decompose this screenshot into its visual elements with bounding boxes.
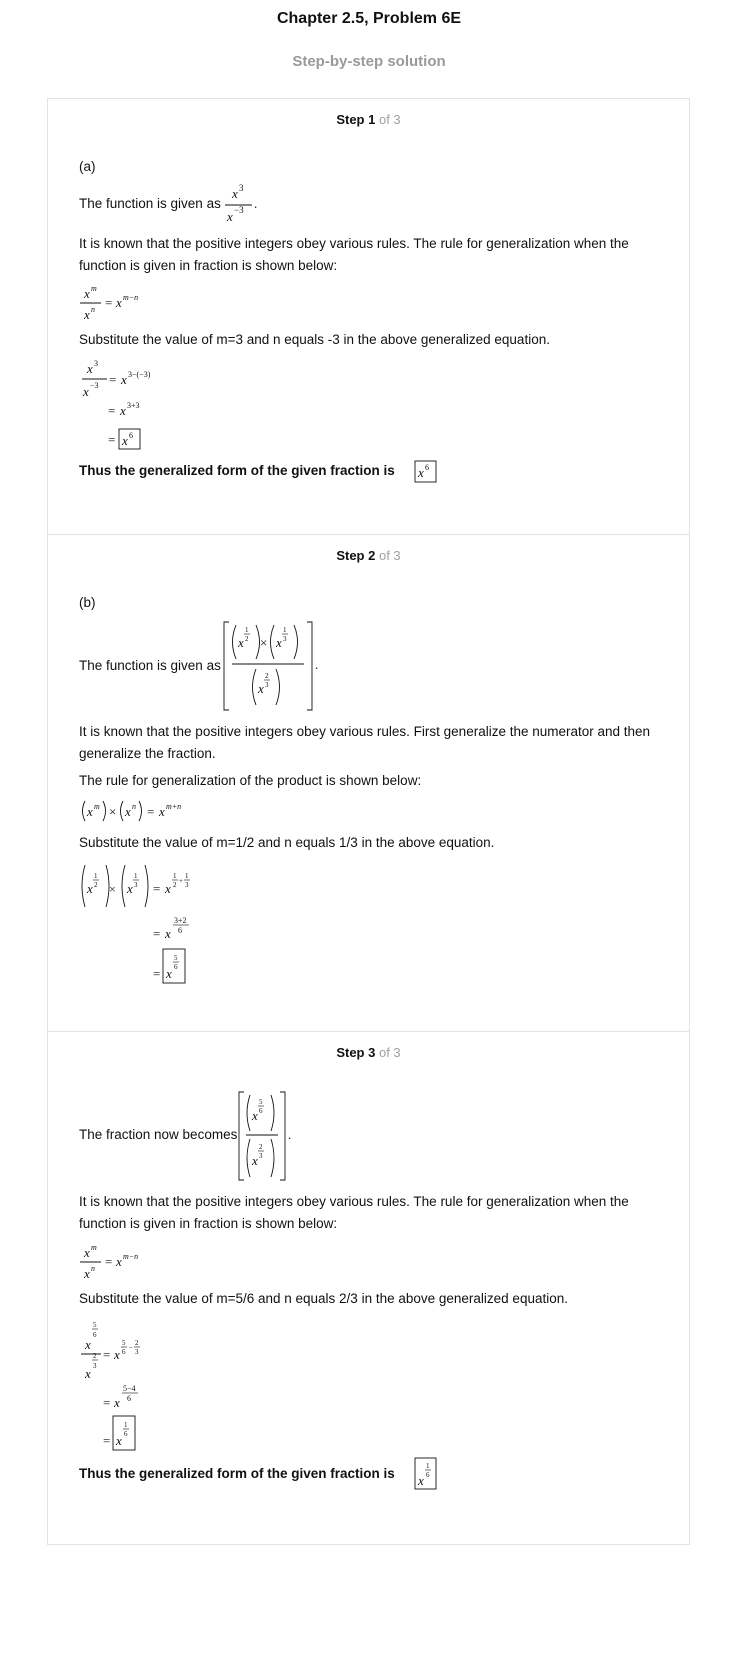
svg-text:6: 6: [122, 1348, 126, 1356]
step-1-derivation: [79, 357, 199, 461]
svg-text:=: =: [108, 403, 116, 418]
step-1-part: (a): [79, 159, 96, 174]
svg-text:m: m: [94, 802, 100, 811]
svg-text:×: ×: [260, 635, 268, 650]
svg-text:1: 1: [94, 872, 98, 880]
svg-text:=: =: [109, 372, 117, 387]
svg-text:x: x: [116, 1433, 122, 1448]
svg-text:6: 6: [129, 431, 133, 440]
svg-text:x: x: [165, 926, 171, 941]
step-1-conclusion: Thus the generalized form of the given fraction is: [79, 463, 395, 478]
svg-text:2: 2: [94, 881, 98, 889]
svg-text:=: =: [153, 966, 161, 981]
step-2-header: [48, 548, 689, 563]
svg-text:3: 3: [259, 1152, 263, 1160]
svg-text:=: =: [105, 295, 113, 310]
step-2-of: of 3: [378, 548, 401, 563]
svg-text:x: x: [84, 1266, 90, 1281]
step-3-label: Step 3: [336, 1045, 376, 1060]
svg-text:x: x: [125, 804, 131, 819]
svg-text:2: 2: [135, 1339, 139, 1347]
step-3-rule-text: It is known that the positive integers obey various rules. The rule for generalization when the function is given in fraction is shown below:: [79, 1194, 629, 1231]
step-1-subst-text: Substitute the value of m=3 and n equals -3 in the above generalized equation.: [79, 332, 550, 347]
svg-text:5: 5: [93, 1321, 97, 1329]
svg-text:1: 1: [185, 872, 189, 880]
svg-text:n: n: [91, 305, 95, 314]
svg-text:6: 6: [127, 1394, 131, 1403]
svg-text:3: 3: [185, 881, 189, 889]
svg-text:3: 3: [94, 359, 98, 368]
svg-text:6: 6: [124, 1430, 128, 1438]
svg-text:=: =: [103, 1347, 111, 1362]
svg-text:5: 5: [174, 954, 178, 962]
svg-text:.: .: [315, 657, 319, 672]
step-3-subst-text: Substitute the value of m=5/6 and n equals 2/3 in the above generalized equation.: [79, 1291, 568, 1306]
svg-text:x: x: [165, 881, 171, 896]
svg-text:=: =: [147, 804, 155, 819]
svg-text:x: x: [116, 295, 122, 310]
svg-text:n: n: [91, 1264, 95, 1273]
svg-text:=: =: [103, 1433, 111, 1448]
svg-text:x: x: [85, 1337, 91, 1352]
svg-text:2: 2: [259, 1143, 263, 1151]
svg-text:2: 2: [173, 881, 177, 889]
svg-text:3: 3: [239, 183, 244, 193]
svg-text:x: x: [114, 1347, 120, 1362]
step-2-card: [47, 534, 690, 1033]
svg-text:5: 5: [122, 1339, 126, 1347]
step-2-intro: The function is given as: [79, 658, 221, 673]
svg-text:m−n: m−n: [123, 293, 139, 302]
step-2-derivation: [79, 861, 239, 989]
step-1-of: of 3: [378, 112, 401, 127]
svg-text:1: 1: [283, 626, 287, 634]
step-3-quotient-rule: [79, 1242, 159, 1288]
step-1-card: [47, 98, 690, 536]
svg-text:x: x: [84, 307, 90, 322]
svg-text:1: 1: [245, 626, 249, 634]
svg-text:x: x: [159, 804, 165, 819]
step-2-label: Step 2: [336, 548, 376, 563]
svg-text:3: 3: [265, 681, 269, 689]
svg-text:6: 6: [178, 926, 182, 935]
svg-text:x: x: [276, 635, 282, 650]
step-2-product-rule: [79, 797, 199, 829]
svg-text:3: 3: [135, 1348, 139, 1356]
step-1-quotient-rule: [79, 283, 159, 329]
step-1-function-fraction: [224, 184, 264, 230]
step-2-rule-text: It is known that the positive integers obey various rules. First generalize the numerator and then generalize the fraction.: [79, 724, 651, 761]
svg-text:=: =: [103, 1395, 111, 1410]
svg-text:5: 5: [259, 1098, 263, 1106]
step-3-header: [48, 1045, 689, 1060]
svg-text:6: 6: [425, 463, 429, 472]
svg-text:1: 1: [134, 872, 138, 880]
svg-text:=: =: [108, 432, 116, 447]
svg-text:×: ×: [109, 804, 117, 819]
step-2-function-bracket: [222, 617, 326, 719]
svg-text:x: x: [84, 286, 90, 301]
step-3-intro: The fraction now becomes: [79, 1127, 238, 1142]
step-3-card: [47, 1031, 690, 1545]
svg-text:m: m: [91, 1243, 97, 1252]
svg-text:+: +: [179, 877, 183, 885]
svg-text:1: 1: [124, 1421, 128, 1429]
svg-text:x: x: [418, 1473, 424, 1488]
step-1-label: Step 1: [336, 112, 376, 127]
svg-text:6: 6: [174, 963, 178, 971]
svg-text:.: .: [254, 196, 258, 211]
svg-text:6: 6: [426, 1471, 430, 1479]
svg-text:x: x: [84, 1245, 90, 1260]
page-subtitle: Step-by-step solution: [292, 53, 446, 70]
svg-text:x: x: [258, 681, 264, 696]
svg-text:−3: −3: [90, 381, 99, 390]
svg-text:3+3: 3+3: [127, 401, 140, 410]
step-3-of: of 3: [378, 1045, 401, 1060]
svg-text:x: x: [418, 465, 424, 480]
svg-text:x: x: [232, 186, 238, 201]
step-1-boxed-answer: [414, 460, 438, 488]
svg-text:x: x: [83, 384, 89, 399]
svg-text:x: x: [87, 361, 93, 376]
svg-text:m: m: [91, 284, 97, 293]
svg-text:2: 2: [245, 635, 249, 643]
svg-text:x: x: [252, 1153, 258, 1168]
svg-text:3+2: 3+2: [174, 916, 187, 925]
svg-text:−3: −3: [234, 205, 244, 215]
svg-text:1: 1: [173, 872, 177, 880]
svg-text:2: 2: [93, 1352, 97, 1360]
svg-text:.: .: [288, 1127, 292, 1142]
svg-text:x: x: [122, 433, 128, 448]
svg-text:−: −: [129, 1344, 133, 1352]
svg-text:x: x: [116, 1254, 122, 1269]
page-title: Chapter 2.5, Problem 6E: [276, 10, 462, 27]
svg-text:=: =: [105, 1254, 113, 1269]
svg-text:x: x: [87, 881, 93, 896]
svg-text:x: x: [227, 209, 233, 224]
svg-text:3: 3: [283, 635, 287, 643]
svg-text:3: 3: [93, 1362, 97, 1370]
svg-text:x: x: [166, 966, 172, 981]
svg-text:3−(−3): 3−(−3): [128, 370, 151, 379]
svg-text:2: 2: [265, 672, 269, 680]
svg-text:x: x: [127, 881, 133, 896]
svg-text:1: 1: [426, 1462, 430, 1470]
svg-text:×: ×: [109, 882, 116, 896]
step-2-rule-text-2: The rule for generalization of the product is shown below:: [79, 773, 422, 788]
svg-text:n: n: [132, 802, 136, 811]
svg-text:5−4: 5−4: [123, 1384, 136, 1393]
svg-text:m+n: m+n: [166, 802, 182, 811]
svg-text:x: x: [114, 1395, 120, 1410]
step-3-fraction-bracket: [238, 1089, 302, 1187]
svg-text:x: x: [85, 1366, 91, 1381]
step-1-header: [48, 112, 689, 127]
svg-text:x: x: [121, 372, 127, 387]
svg-text:x: x: [87, 804, 93, 819]
svg-text:m−n: m−n: [123, 1252, 139, 1261]
svg-text:x: x: [252, 1108, 258, 1123]
svg-text:=: =: [153, 881, 161, 896]
svg-text:x: x: [120, 403, 126, 418]
step-2-subst-text: Substitute the value of m=1/2 and n equals 1/3 in the above equation.: [79, 835, 495, 850]
svg-text:=: =: [153, 926, 161, 941]
svg-text:6: 6: [93, 1331, 97, 1339]
step-1-rule-text: It is known that the positive integers obey various rules. The rule for generalization when the function is given in fraction is shown below:: [79, 236, 629, 273]
svg-text:x: x: [238, 635, 244, 650]
step-1-intro: The function is given as: [79, 196, 221, 211]
svg-text:3: 3: [134, 881, 138, 889]
step-3-boxed-answer: [414, 1457, 438, 1495]
svg-text:6: 6: [259, 1107, 263, 1115]
step-2-part: (b): [79, 595, 96, 610]
step-3-derivation: [79, 1317, 199, 1457]
step-3-conclusion: Thus the generalized form of the given fraction is: [79, 1466, 395, 1481]
